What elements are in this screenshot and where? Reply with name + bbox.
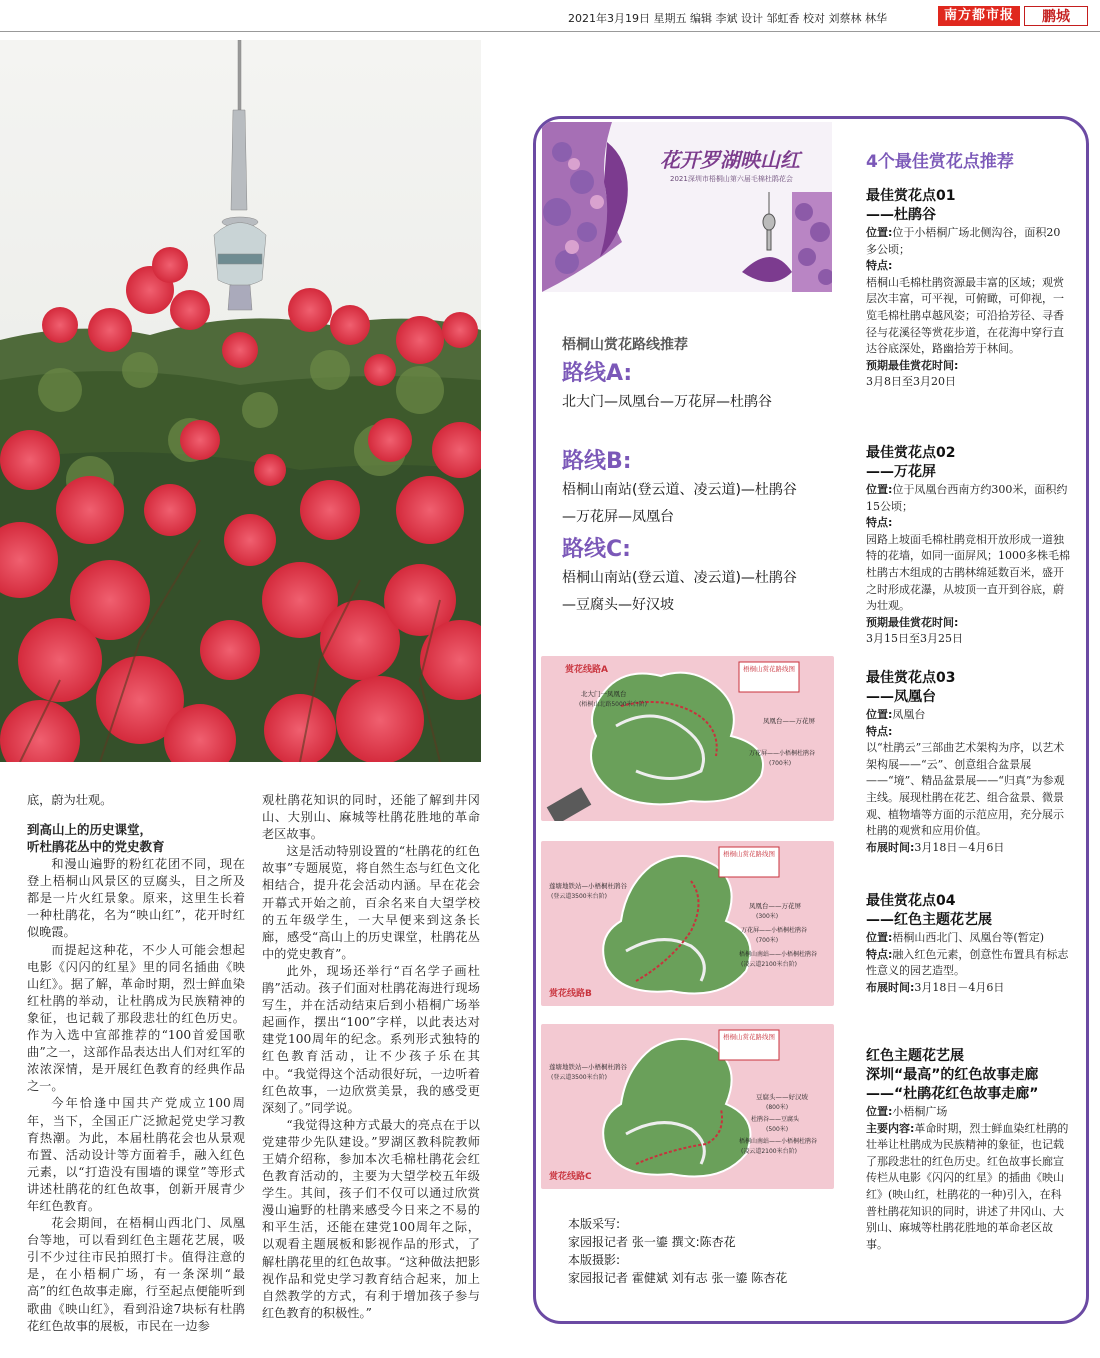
route-c (562, 535, 802, 619)
map-label: 梧桐山南站——小梧桐杜鹃谷 (739, 1138, 818, 1145)
spot-label: 布展时间: (866, 980, 915, 994)
map-label: (梧桐山北路5000米台阶) (579, 701, 647, 708)
map-label: (凌云道2100米台阶) (741, 961, 797, 968)
spot-name: ——杜鹃谷 (866, 207, 936, 223)
route-path: 梧桐山南站(登云道、凌云道)—杜鹃谷—豆腐头—好汉坡 (562, 570, 797, 613)
map-legend: 梧桐山赏花路线图 (723, 1033, 775, 1041)
spot-03 (866, 669, 1071, 856)
map-label: 北大门一凤凰台 (581, 690, 627, 698)
spot-label: 位置: (866, 931, 893, 944)
red-corridor-info (866, 1047, 1071, 1253)
route-b (562, 447, 802, 531)
spot-02 (866, 444, 1071, 648)
route-map-c (541, 1024, 834, 1189)
map-label: 凤凰台——万花屏 (749, 902, 801, 910)
map-label: (凌云道2100米台阶) (741, 1148, 797, 1155)
route-path: 北大门—凤凰台—万花屏—杜鹃谷 (562, 394, 772, 410)
spot-label: 位置: (866, 708, 893, 721)
article-paragraph: 今年恰逢中国共产党成立100周年，当下，全国正广泛掀起党史学习教育热潮。为此，本届杜鹃花会也从景观布置、活动设计等方面着手，融入红色元素，以“打造没有围墙的课堂”等形式讲述杜鹃花的红色故事，创新开展青少年红色教育。 (27, 1096, 245, 1213)
spot-features: 融入红色元素，创意性布置具有标志性意义的园艺造型。 (866, 947, 1069, 978)
spot-label: 位置: (866, 226, 893, 239)
spot-title: 最佳赏花点03 (866, 670, 956, 686)
route-name: 路线B: (562, 449, 632, 474)
corridor-subtitle: 深圳“最高”的红色故事走廊——“杜鹃花红色故事走廊” (866, 1067, 1039, 1102)
corridor-content: 革命时期，烈士鲜血染红杜鹃的壮举让杜鹃成为民族精神的象征，也记载了那段悲壮的红色历史。红色故事长廊宣传栏从电影《闪闪的红星》的插曲《映山红》(映山红，杜鹃花的一种)引入，在科普杜鹃花知识的同时，讲述了井冈山、大别山、麻城等杜鹃花胜地的革命老区故事。 (866, 1121, 1069, 1251)
map-label: 豆腐头——好汉坡 (756, 1093, 808, 1101)
spot-title: 最佳赏花点04 (866, 893, 956, 909)
spot-name: ——凤凰台 (866, 689, 936, 705)
map-label: 万花屏——小梧桐杜鹃谷 (741, 927, 808, 934)
article-opening: 底，蔚为壮观。 (27, 793, 113, 807)
corridor-label: 主要内容: (866, 1121, 915, 1135)
credits-line: 家园报记者 霍健斌 刘有志 张一鎏 陈杏花 (568, 1271, 788, 1285)
spot-location: 梧桐山西北门、凤凰台等(暂定) (892, 931, 1044, 944)
map-badge: 赏花线路B (549, 989, 592, 999)
article-subhead-line1: 到高山上的历史课堂， (27, 822, 153, 838)
credits-line: 本版采写: (568, 1217, 621, 1231)
article-column-2 (262, 792, 480, 1322)
article-subhead (27, 821, 245, 855)
spot-title: 最佳赏花点02 (866, 445, 956, 461)
newspaper-logo: 南方都市报 (938, 6, 1020, 26)
credits-line: 本版摄影: (568, 1253, 621, 1267)
section-logo: 鹏城 (1024, 6, 1088, 26)
spot-features: 园路上坡面毛棉杜鹃竞相开放形成一道独特的花墙，如同一面屏风；1000多株毛棉杜鹃古木组成的古鹃林绵延数百米，盛开之时形成花瀑，从坡顶一直开到谷底，蔚为壮观。 (866, 532, 1070, 613)
route-name: 路线C: (562, 537, 631, 562)
map-badge: 赏花线路A (565, 665, 608, 675)
route-a (562, 359, 802, 416)
spot-label: 特点: (866, 259, 893, 273)
spot-location: 凤凰台 (892, 708, 926, 721)
article-paragraph: 和漫山遍野的粉红花团不同，现在登上梧桐山风景区的豆腐头，目之所及都是一片火红景象。原来，这里生长着一种杜鹃花，名为“映山红”，花开时红似晚霞。 (27, 857, 245, 940)
routes-heading: 梧桐山赏花路线推荐 (562, 337, 688, 353)
route-path: 梧桐山南站(登云道、凌云道)—杜鹃谷—万花屏—凤凰台 (562, 482, 797, 525)
map-label: 梧桐山南站——小梧桐杜鹃谷 (739, 951, 818, 958)
map-label: 万花屏——小梧桐杜鹃谷 (749, 750, 816, 757)
map-label: (700米) (769, 760, 792, 767)
article-paragraph: 花会期间，在梧桐山西北门、凤凰台等地，可以看到红色主题花艺展，吸引不少过往市民拍照打卡。值得注意的是，在小梧桐广场，有一条深圳“最高”的红色故事走廊，行至起点便能听到歌曲《映山红》，看到沿途7块标有杜鹃花红色故事的展板，市民在一边参 (27, 1216, 245, 1333)
corridor-title: 红色主题花艺展 (866, 1048, 964, 1064)
spot-features: 梧桐山毛棉杜鹃资源最丰富的区域；观赏层次丰富，可平视，可俯瞰，可仰视，一览毛棉杜鹃卓越风姿；可沿拾芳径、寻香径与花溪径等赏花步道，在花海中穿行直达谷底深处，路幽拾芳于林间。 (866, 275, 1064, 356)
spot-name: ——红色主题花艺展 (866, 912, 992, 928)
credits-line: 家园报记者 张一鎏 撰文:陈杏花 (568, 1235, 736, 1249)
banner-subtitle: 2021深圳市梧桐山第六届毛棉杜鹃花会 (670, 175, 793, 183)
spot-title: 最佳赏花点01 (866, 188, 956, 204)
article-column-1 (27, 792, 245, 1335)
banner-title: 花开罗湖映山红 (660, 148, 800, 172)
map-label: (300米) (756, 913, 779, 920)
map-label: 莲塘地铁站—小梧桐杜鹃谷 (549, 1063, 627, 1071)
event-banner (542, 122, 832, 292)
article-subhead-line2: 听杜鹃花丛中的党史教育 (27, 839, 165, 855)
route-map-b (541, 841, 834, 1006)
spot-label: 特点: (866, 516, 893, 530)
map-legend: 梧桐山赏花路线图 (743, 665, 795, 673)
corridor-label: 位置: (866, 1105, 893, 1118)
spot-label: 特点: (866, 947, 893, 961)
spot-time: 3月18日－4月6日 (914, 980, 1005, 994)
credits (568, 1215, 787, 1287)
map-label: 莲塘地铁站—小梧桐杜鹃谷 (549, 882, 627, 890)
spot-label: 预期最佳赏花时间: (866, 615, 959, 629)
guide-box (533, 116, 1089, 1324)
spot-label: 特点: (866, 724, 893, 738)
spot-label: 布展时间: (866, 840, 915, 854)
article-paragraph: “我觉得这种方式最大的亮点在于以党建带少先队建设。”罗湖区教科院教师王婧介绍称，参加本次毛棉杜鹃花会红色教育活动的，主要为大望学校五年级学生。其间，孩子们不仅可以通过欣赏漫山遍野的杜鹃来感受今日来之不易的和平生活，还能在建党100周年之际，以观看主题展板和影视作品的形式，了解杜鹃花里的红色故事。“这种做法把影视作品和党史学习教育结合起来，加上自然教学的方式，有利于增加孩子参与红色教育的积极性。” (262, 1117, 480, 1320)
map-badge: 赏花线路C (549, 1172, 592, 1182)
spot-features: 以“杜鹃云”三部曲艺术架构为序，以艺术架构展——“云”、创意组合盆景展——“境”、精品盆景展——“归真”为参观主线。展现杜鹃在花艺、组合盆景、微景观、植物墙等方面的示范应用，充分展示杜鹃的观赏和应用价值。 (866, 741, 1065, 838)
route-map-a (541, 656, 834, 821)
article-paragraph: 这是活动特别设置的“杜鹃花的红色故事”专题展览，将自然生态与红色文化相结合，提升花会活动内涵。早在花会开幕式开始之前，百余名来自大望学校的五年级学生，一大早便来到这条长廊，感受“高山上的历史课堂，杜鹃花丛中的党史教育”。 (262, 844, 480, 961)
map-label: (700米) (756, 937, 779, 944)
spot-time: 3月15日至3月25日 (866, 632, 963, 646)
page-header (0, 0, 1100, 32)
map-label: (登云道3500米台阶) (551, 1074, 607, 1081)
azalea-tower-photo (0, 40, 481, 762)
spot-label: 预期最佳赏花时间: (866, 358, 959, 372)
spot-location: 位于凤凰台西南方约300米，面积约15公顷； (866, 483, 1068, 513)
spot-01 (866, 187, 1071, 391)
spots-heading: 4个最佳赏花点推荐 (866, 152, 1014, 172)
article-paragraph: 观杜鹃花知识的同时，还能了解到井冈山、大别山、麻城等杜鹃花胜地的革命老区故事。 (262, 793, 480, 842)
map-label: 凤凰台——万花屏 (763, 717, 815, 725)
spot-time: 3月8日至3月20日 (866, 375, 956, 389)
map-label: (800米) (766, 1104, 789, 1111)
article-paragraph: 此外，现场还举行“百名学子画杜鹃”活动。孩子们面对杜鹃花海进行现场写生，并在活动结束后到小梧桐广场举起画作，摆出“100”字样，以此表达对建党100周年的纪念。系列形式独特的红色教育活动，让不少孩子乐在其中。“我觉得这个活动很好玩，一边听着红色故事，一边欣赏美景，我的感受更深刻了。”同学说。 (262, 963, 480, 1115)
corridor-location: 小梧桐广场 (892, 1105, 948, 1118)
spot-name: ——万花屏 (866, 464, 936, 480)
map-label: 杜鹃谷——豆腐头 (751, 1116, 800, 1123)
article-paragraph: 而提起这种花，不少人可能会想起电影《闪闪的红星》里的同名插曲《映山红》。据了解，革命时期，烈士鲜血染红杜鹃的举动，让杜鹃成为民族精神的象征，也记载了那段悲壮的红色历史。作为入选中宣部推荐的“100首爱国歌曲”之一，这部作品表达出人们对红军的浓浓深情，是开展红色教育的经典作品之一。 (27, 942, 245, 1094)
spot-04 (866, 892, 1071, 996)
issue-meta: 2021年3月19日 星期五 编辑 李斌 设计 邹虹香 校对 刘蔡林 林华 (568, 12, 887, 25)
spot-location: 位于小梧桐广场北侧沟谷，面积20多公顷； (866, 226, 1061, 256)
spot-label: 位置: (866, 483, 893, 496)
map-legend: 梧桐山赏花路线图 (723, 850, 775, 858)
map-label: (500米) (766, 1126, 789, 1133)
spot-time: 3月18日－4月6日 (914, 840, 1005, 854)
route-name: 路线A: (562, 361, 633, 386)
map-label: (登云道3500米台阶) (551, 893, 607, 900)
